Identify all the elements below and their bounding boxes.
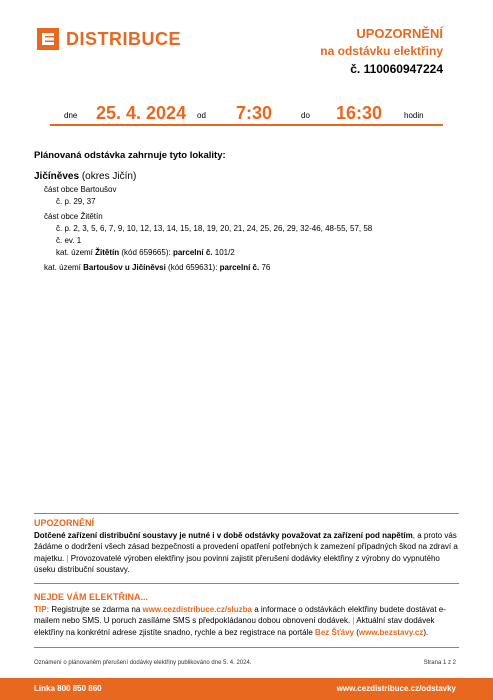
part-title-zitetin: část obce Žitětín: [44, 212, 103, 221]
to-time: 16:30: [336, 103, 383, 123]
cez-logo-icon: [37, 28, 59, 50]
link-bezstavy-site[interactable]: www.bezstavy.cz: [358, 627, 424, 637]
brand-name: DISTRIBUCE: [66, 29, 182, 49]
page-number: Strana 1 z 2: [423, 660, 456, 666]
publication-note: Oznámení o plánovaném přerušení dodávky elektřiny publikováno dne 5. 4. 2024.: [34, 660, 252, 666]
from-label: od: [197, 111, 206, 120]
tip-divider: [34, 647, 459, 648]
hours-label: hodin: [404, 111, 424, 120]
from-time: 7:30: [236, 103, 273, 123]
warning-text: Dotčené zařízení distribuční soustavy je nutné i v době odstávky považovat za zařízení pod napětím, a proto vás žádáme o dodržení všech zásad bezpečnosti a provedení opatření potřebných k zamezení případných škod na zdraví a majetku. | Provozovatelé výroben elektřiny jsou povinni zajistit přerušení dodávky elektřiny z výrobny do vypnutého úseku distribuční soustavy.: [34, 531, 458, 575]
cadastral-zitetin: kat. území Žitětín (kód 659665): parcelní č. 101/2: [56, 248, 235, 257]
cadastral-bartousov: kat. území Bartoušov u Jičíněvsi (kód 659631): parcelní č. 76: [44, 263, 271, 272]
notice-title: UPOZORNĚNÍ: [356, 26, 443, 41]
date-divider: [50, 124, 443, 126]
outage-date: 25. 4. 2024: [96, 103, 187, 123]
ev-number-zitetin: č. ev. 1: [56, 236, 82, 245]
date-label: dne: [64, 111, 78, 120]
warning-divider-bottom: [34, 583, 459, 584]
warning-divider-top: [34, 513, 459, 514]
tip-title: NEJDE VÁM ELEKTŘINA...: [34, 592, 149, 602]
footer-website-link[interactable]: www.cezdistribuce.cz/odstavky: [336, 684, 456, 693]
locations-heading: Plánovaná odstávka zahrnuje tyto lokality:: [34, 150, 226, 161]
part-title-bartousov: část obce Bartoušov: [44, 185, 117, 194]
notice-subtitle: na odstávku elektřiny: [320, 44, 443, 58]
hotline-number: Linka 800 850 860: [34, 684, 102, 693]
link-registration[interactable]: www.cezdistribuce.cz/sluzba: [142, 605, 252, 614]
link-bez-stavy[interactable]: Bez Šťávy: [315, 627, 355, 637]
to-label: do: [301, 111, 310, 120]
addresses-zitetin: č. p. 2, 3, 5, 6, 7, 9, 10, 12, 13, 14, 15, 18, 19, 20, 21, 24, 25, 26, 29, 32-46, 48-55, 57, 58: [56, 224, 373, 233]
warning-title: UPOZORNĚNÍ: [34, 518, 95, 528]
addresses-bartousov: č. p. 29, 37: [56, 197, 96, 206]
notice-number: č. 110060947224: [350, 62, 443, 76]
location-name: Jičíněves (okres Jičín): [34, 171, 137, 182]
tip-text: TIP: Registrujte se zdarma na www.cezdistribuce.cz/sluzba a informace o odstávkách elektřiny budete dostávat e-mailem nebo SMS. U poruch zasíláme SMS s předpokládanou dobou obnovení dodávek. | Aktuální stav dodávek elektřiny na konkrétní adrese zjistíte snadno, rychle a bez registrace na portále Bez Šťávy (www.bezstavy.cz).: [34, 605, 446, 637]
